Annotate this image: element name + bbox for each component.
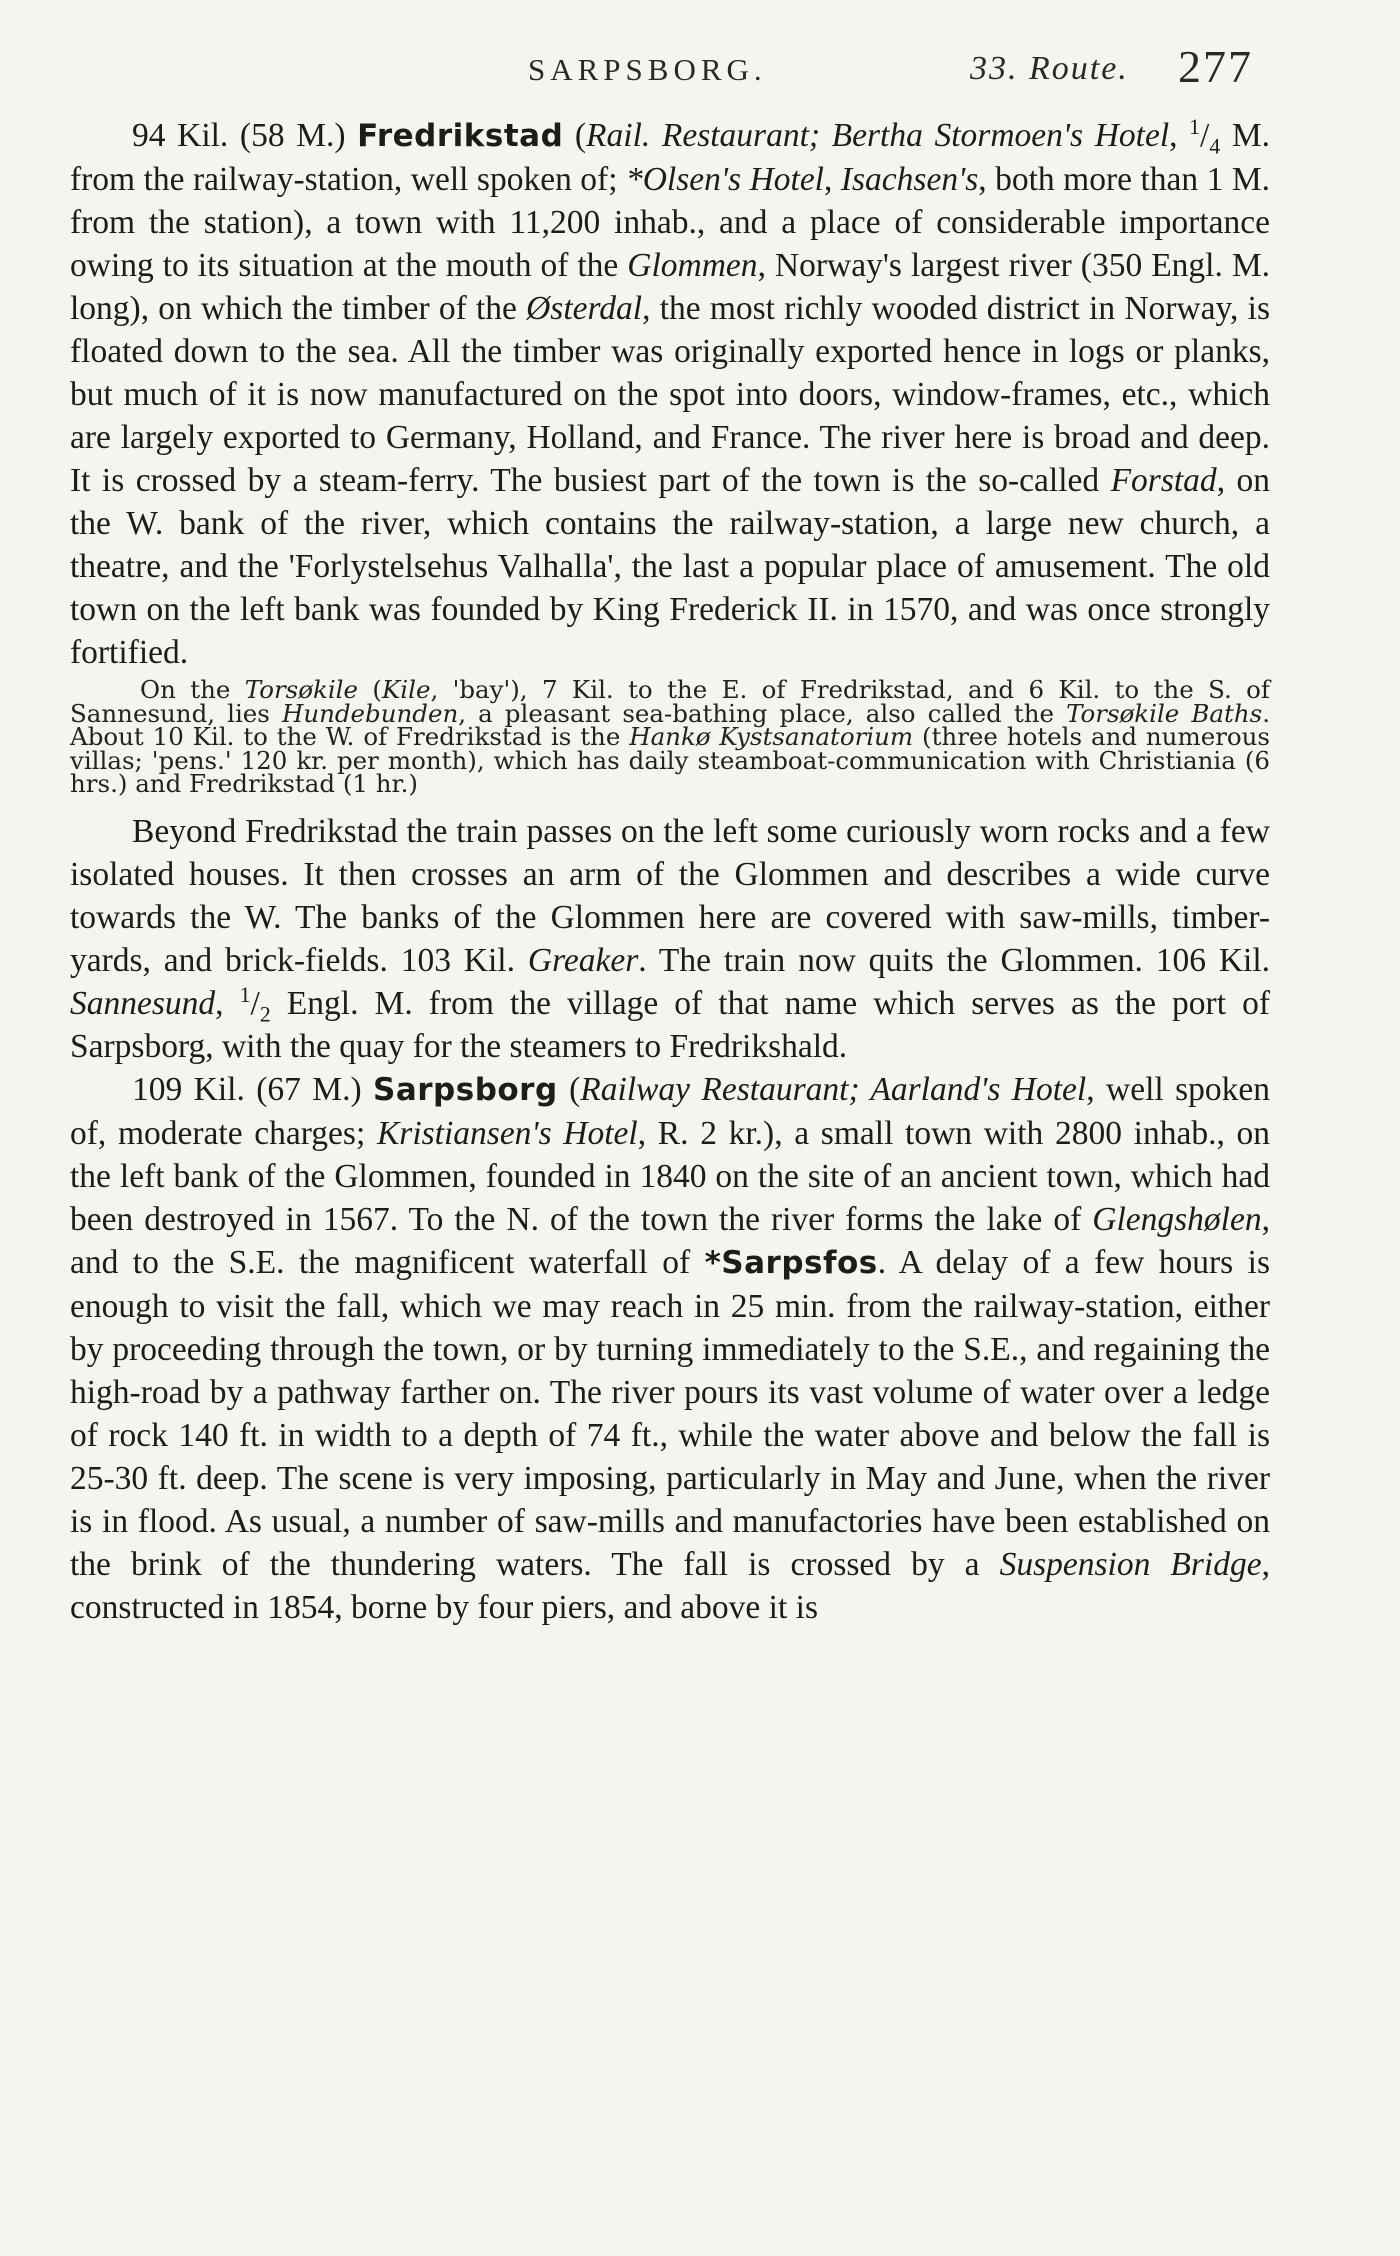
text-run: , both more than 1 M. from the station), a town with 11,200 inhab., and a place of considerable importance owing to its situation at the mouth of the [70, 161, 1270, 284]
page-number: 277 [1178, 41, 1253, 92]
italic-run: Hundebunden [281, 698, 459, 728]
italic-run: *Olsen's Hotel [625, 161, 824, 198]
text-run: , 'bay'), 7 Kil. to the E. of Fredrikstad, and 6 Kil. to the S. of Sannesund, lies [70, 675, 1270, 728]
text-run: 94 Kil. (58 M.) [132, 117, 358, 154]
text-run: / [1200, 117, 1210, 154]
fraction-denominator: 4 [1209, 134, 1221, 159]
text-run: M. from the railway-station, well spoken of; [70, 117, 1271, 198]
text-run: , and to the S.E. the magnificent waterfall of [70, 1200, 1270, 1281]
italic-run: Greaker [527, 941, 639, 979]
book-page [70, 34, 1270, 1629]
paragraph-fredrikstad [70, 114, 1270, 674]
fraction-numerator: 1 [239, 982, 251, 1007]
text-run: , [1169, 117, 1190, 154]
text-run: / [250, 984, 260, 1022]
text-run: , well spoken of, moderate charges; [70, 1070, 1270, 1152]
place-name: *Sarpsfos [704, 1244, 878, 1281]
text-run: , Norway's largest river (350 Engl. M. long), on which the timber of the [70, 247, 1270, 327]
text-run: , R. 2 kr.), a small town with 2800 inhab., on the left bank of the Glommen, founded in 1840 on the site of an ancient town, which had been destroyed in 1567. To the N. of the town the river forms the lake of [70, 1114, 1270, 1238]
italic-run: Glommen [627, 247, 758, 284]
paragraph-sarpsborg [70, 1068, 1270, 1629]
text-run: , on the W. bank of the river, which contains the railway-station, a large new church, a theatre, and the 'Forlystelsehus Valhalla', the last a popular place of amusement. The old town on the left bank was founded by King Frederick II. in 1570, and was once strongly fortified. [70, 462, 1271, 671]
text-run: . A delay of a few hours is enough to visit the fall, which we may reach in 25 min. from the railway-station, either by proceeding through the town, or by turning immediately to the S.E., and regaining the high-road by a pathway farther on. The river pours its vast volume of water over a ledge of rock 140 ft. in width to a depth of 74 ft., while the water above and below the fall is 25-30 ft. deep. The scene is very imposing, particularly in May and June, when the river is in flood. As usual, a number of saw-mills and manufactories have been established on the brink of the thundering waters. The fall is crossed by a [70, 1243, 1270, 1583]
running-head: SARPSBORG. [528, 52, 767, 87]
text-run: Engl. M. from the village of that name which serves as the port of Sarpsborg, with the quay for the steamers to Fredrikshald. [70, 984, 1271, 1065]
italic-run: Glengshølen [1092, 1200, 1262, 1238]
text-run: On the [140, 675, 245, 704]
text-run: Beyond Fredrikstad the train passes on the left some curiously worn rocks and a few isolated houses. It then crosses an arm of the Glommen and describes a wide curve towards the W. The banks of the Glommen here are covered with saw-mills, timber-yards, and brick-fields. 103 Kil. [70, 812, 1270, 979]
italic-run: Railway Restaurant; Aarland's Hotel [580, 1070, 1087, 1108]
place-name: Sarpsborg [373, 1071, 558, 1108]
text-run: , [824, 161, 841, 198]
italic-run: Kile [381, 675, 431, 704]
text-run: . About 10 Kil. to the W. of Fredrikstad is the [70, 698, 1270, 751]
place-name: Fredrikstad [357, 118, 564, 154]
text-run: , [215, 984, 240, 1022]
page-header [70, 34, 1270, 114]
fraction-numerator: 1 [1189, 114, 1201, 139]
text-run: , the most richly wooded district in Norway, is floated down to the sea. All the timber was originally exported hence in logs or planks, but much of it is now manufactured on the spot into doors, window-frames, etc., which are largely exported to Germany, Holland, and France. The river here is broad and deep. It is crossed by a steam-ferry. The busiest part of the town is the so-called [70, 290, 1270, 499]
paragraph-beyond-fredrikstad [70, 810, 1270, 1068]
text-run: . The train now quits the Glommen. 106 Kil. [638, 941, 1271, 979]
italic-run: Østerdal [526, 290, 643, 327]
italic-run: Torsøkile Baths [1066, 698, 1263, 728]
italic-run: Hankø Kystsanatorium [629, 722, 914, 751]
italic-run: Sannesund [70, 984, 216, 1022]
text-run: , constructed in 1854, borne by four piers, and above it is [70, 1545, 1270, 1626]
italic-run: Torsøkile [244, 675, 359, 704]
note-torsokile [70, 675, 1271, 798]
italic-run: Rail. Restaurant; Bertha Stormoen's Hotel [586, 117, 1170, 154]
text-run: (three hotels and numerous villas; 'pens.' 120 kr. per month), which has daily steamboat-communication with Christiania (6 hrs.) and Fredrikstad (1 hr.) [70, 722, 1271, 798]
italic-run: Isachsen's [840, 161, 979, 198]
text-run: ( [557, 1070, 581, 1108]
italic-run: Kristiansen's Hotel [376, 1114, 638, 1152]
text-run: 109 Kil. (67 M.) [132, 1070, 374, 1108]
text-run: , a pleasant sea-bathing place, also called the [458, 698, 1067, 728]
text-run: ( [563, 117, 587, 154]
route-number: 33. Route. [970, 50, 1129, 87]
text-run: ( [358, 675, 382, 704]
italic-run: Suspension Bridge [999, 1545, 1262, 1583]
fraction-denominator: 2 [259, 1002, 271, 1027]
italic-run: Forstad [1110, 462, 1217, 499]
